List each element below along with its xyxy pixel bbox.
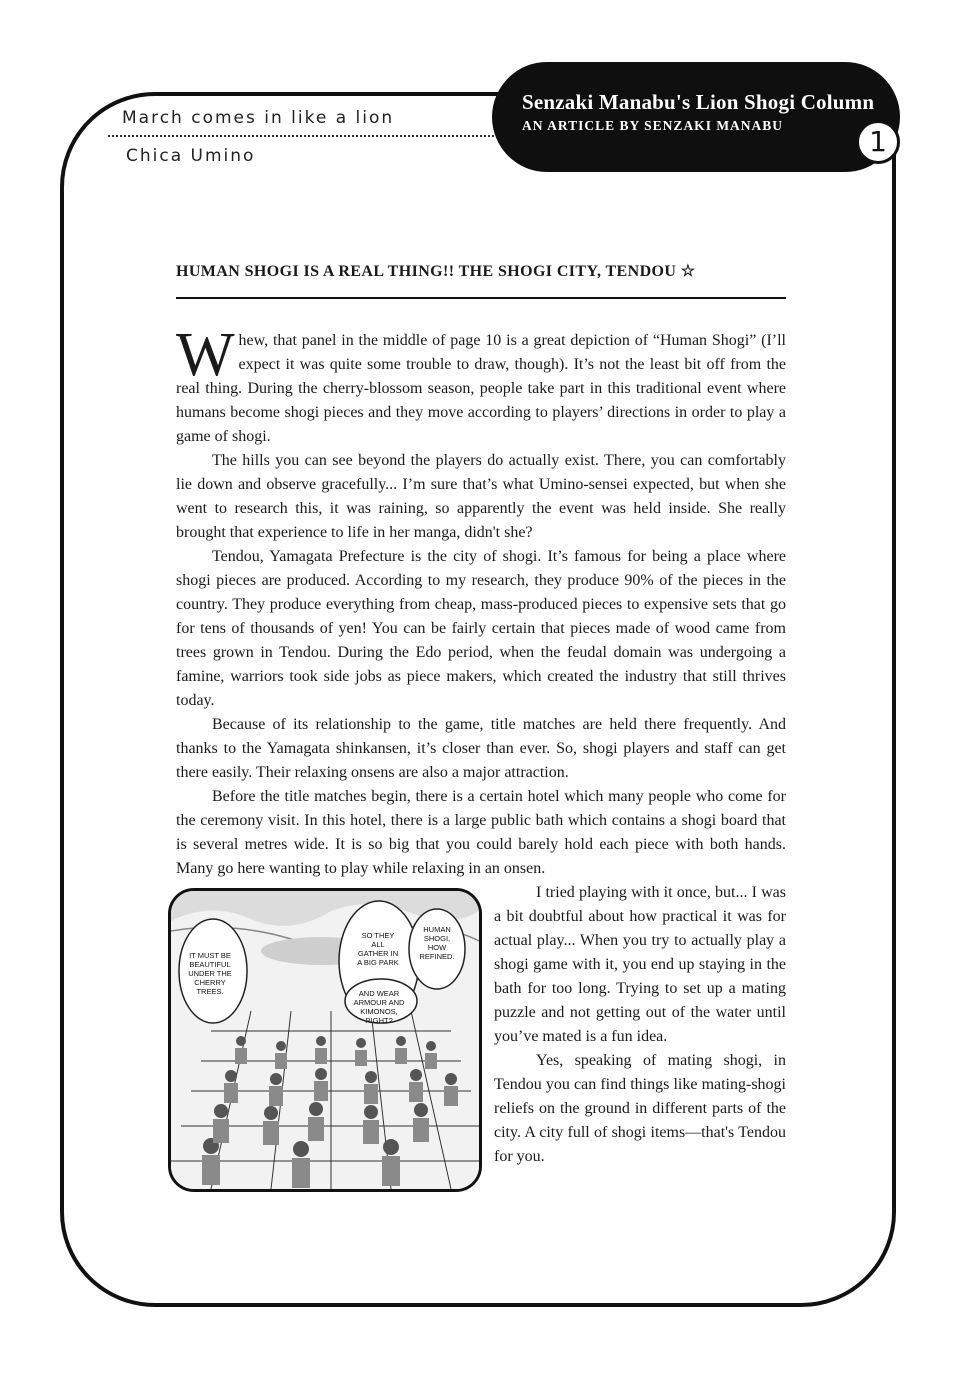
column-byline: AN ARTICLE BY SENZAKI MANABU — [522, 118, 784, 133]
speech-bubble-left: IT MUST BE BEAUTIFUL UNDER THE CHERRY TREES. — [188, 951, 232, 996]
issue-number-badge: 1 — [856, 120, 900, 164]
paragraph: The hills you can see beyond the players do actually exist. There, you can comfortably lie down and observe gracefully... I’m sure that’s what Umino-sensei expected, but when she went to research this, it was raining, so apparently the event was held inside. She really brought that experience to life in her manga, didn't she? — [176, 452, 786, 541]
article-body — [176, 321, 786, 881]
paragraph: Yes, speaking of mating shogi, in Tendou you can find things like mating-shogi reliefs on the ground in different parts of the city. A city full of shogi items—that's Tendou for you. — [494, 1052, 786, 1165]
paragraph — [176, 321, 786, 449]
paragraph: I tried playing with it once, but... I was a bit doubtful about how practical it was for actual play... When you try to actually play a shogi game with it, you end up staying in the bath for too long. Trying to set up a mating puzzle and not getting out of the water until you’ve mated is a fun idea. — [494, 884, 786, 1045]
drop-cap: W — [176, 321, 235, 389]
paragraph: Tendou, Yamagata Prefecture is the city of shogi. It’s famous for being a place where shogi pieces are produced. According to my research, they produce 90% of the pieces in the country. They produce everything from cheap, mass-produced pieces to expensive sets that go for tens of thousands of yen! You can be fairly certain that pieces made of wood came from trees grown in Tendou. During the Edo period, when the feudal domain was undergoing a famine, warriors took side jobs as piece makers, which created the industry that still thrives today. — [176, 548, 786, 709]
article-headline: HUMAN SHOGI IS A REAL THING!! THE SHOGI CITY, TENDOU ☆ — [176, 263, 696, 280]
paragraph: Because of its relationship to the game, title matches are held there frequently. And thanks to the Yamagata shinkansen, it’s closer than ever. So, shogi players and staff can get there easily. Their relaxing onsens are also a major attraction. — [176, 716, 786, 781]
speech-bubble-mid-lower: AND WEAR ARMOUR AND KIMONOS, RIGHT? — [353, 989, 405, 1025]
headline-rule — [176, 297, 786, 299]
paragraph-text: hew, that panel in the middle of page 10 is a great depiction of “Human Shogi” (I’ll expect it was quite some trouble to draw, though). It’s not the least bit off from the real thing. During the cherry-blossom season, people take part in this traditional event where humans become shogi pieces and they move according to players’ directions in order to play a game of shogi. — [176, 332, 786, 445]
speech-bubble-mid: SO THEY ALL GATHER IN A BIG PARK — [357, 931, 399, 967]
author-name: Chica Umino — [126, 146, 256, 166]
paragraph: Before the title matches begin, there is a certain hotel which many people who come for the ceremony visit. In this hotel, there is a large public bath which contains a shogi board that is several metres wide. It is so big that you could barely hold each piece with both hands. Many go here wanting to play while relaxing in an onsen. — [176, 788, 786, 877]
manga-panel-illustration — [168, 888, 482, 1192]
article-body-side — [494, 881, 786, 1169]
series-title: March comes in like a lion — [122, 108, 395, 128]
column-title: Senzaki Manabu's Lion Shogi Column — [522, 90, 875, 114]
column-header-badge — [492, 62, 900, 172]
dotted-divider — [108, 135, 498, 137]
speech-bubble-right: HUMAN SHOGI, HOW REFINED. — [419, 925, 455, 961]
